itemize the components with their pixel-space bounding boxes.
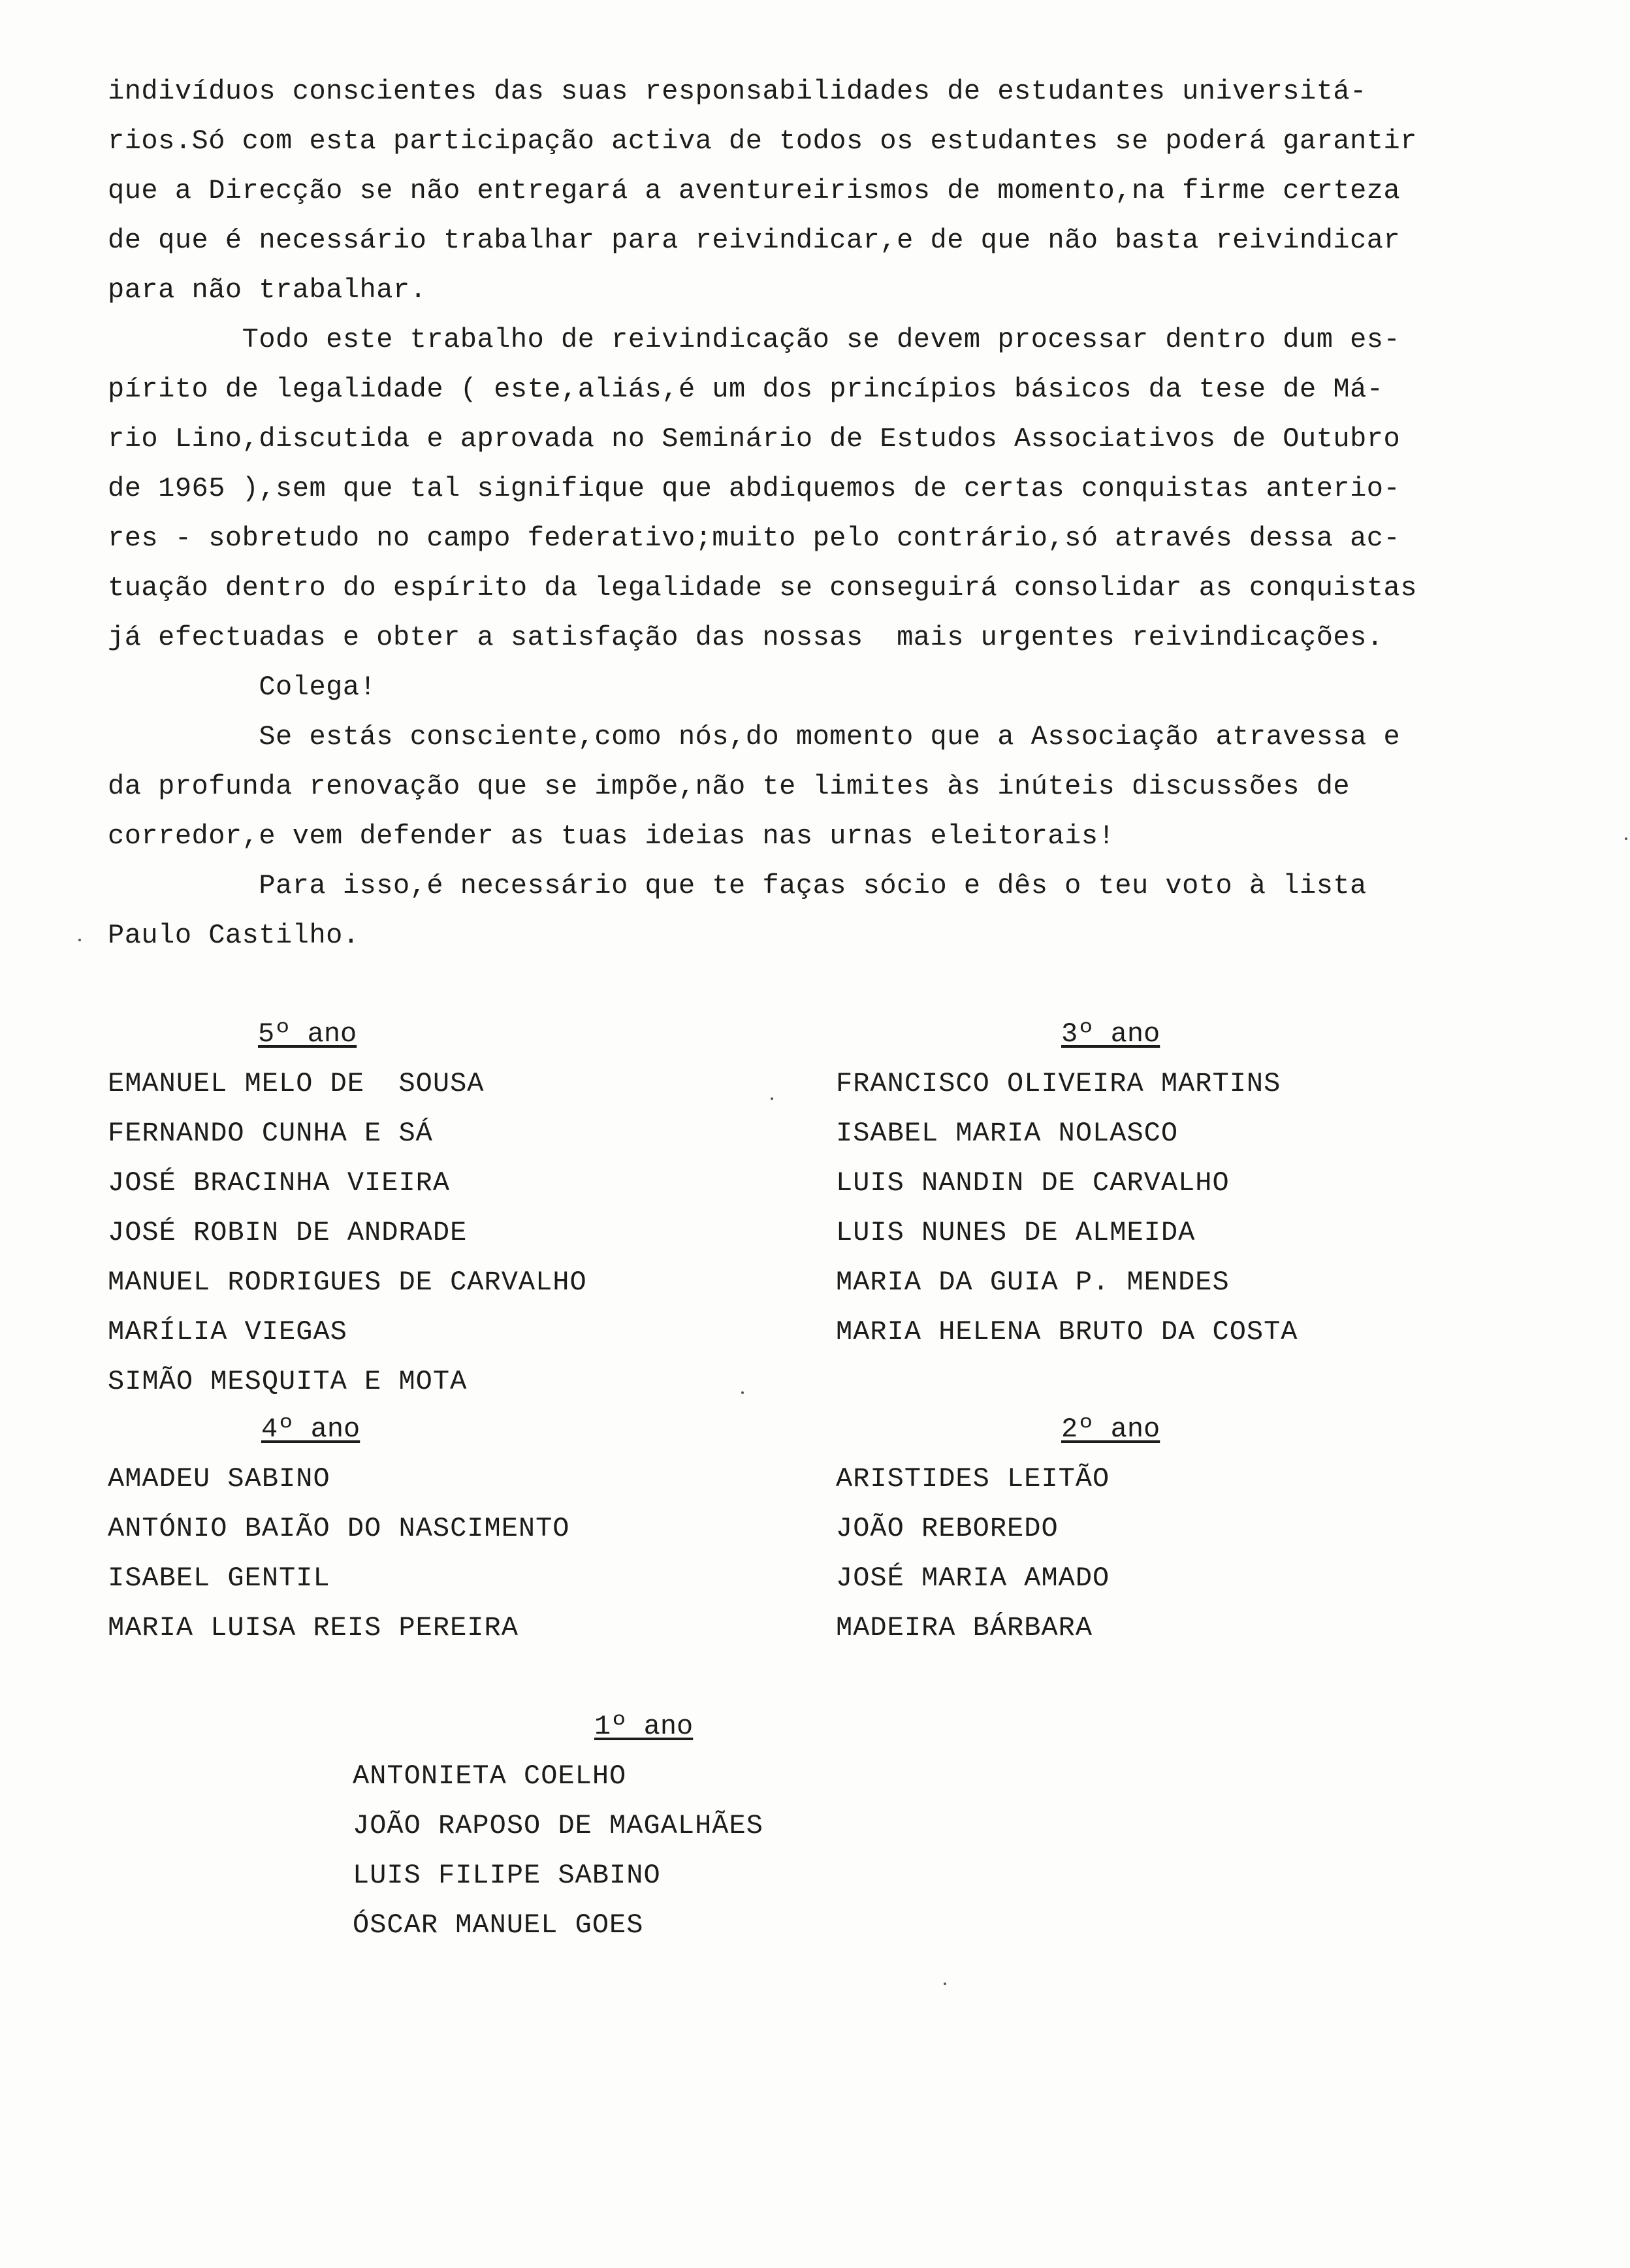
year-2-heading: 2º ano <box>1061 1414 1160 1445</box>
body-line: que a Direcção se não entregará a aventureirismos de momento,na firme certeza <box>108 175 1401 206</box>
body-line: indivíduos conscientes das suas responsabilidades de estudantes universitá- <box>108 76 1367 107</box>
body-line: para não trabalhar. <box>108 274 427 306</box>
list-item: JOÃO REBOREDO <box>836 1513 1059 1544</box>
body-line: de que é necessário trabalhar para reivindicar,e de que não basta reivindicar <box>108 225 1401 256</box>
year-4-heading: 4º ano <box>261 1414 360 1445</box>
list-item: LUIS NUNES DE ALMEIDA <box>836 1217 1196 1248</box>
body-line: de 1965 ),sem que tal signifique que abdiquemos de certas conquistas anterio- <box>108 473 1401 504</box>
list-item: LUIS FILIPE SABINO <box>353 1860 661 1891</box>
list-item: MARIA HELENA BRUTO DA COSTA <box>836 1316 1298 1348</box>
list-item: ANTÓNIO BAIÃO DO NASCIMENTO <box>108 1513 570 1544</box>
body-line: Colega! <box>108 672 377 703</box>
list-item: JOSÉ MARIA AMADO <box>836 1563 1110 1594</box>
body-line: Paulo Castilho. <box>108 920 360 951</box>
list-item: JOSÉ BRACINHA VIEIRA <box>108 1167 451 1199</box>
list-item: ISABEL GENTIL <box>108 1563 330 1594</box>
body-line: já efectuadas e obter a satisfação das nossas mais urgentes reivindicações. <box>108 622 1384 653</box>
year-1-heading: 1º ano <box>594 1711 694 1742</box>
body-line: pírito de legalidade ( este,aliás,é um dos princípios básicos da tese de Má- <box>108 374 1384 405</box>
list-item: SIMÃO MESQUITA E MOTA <box>108 1366 468 1397</box>
body-line: tuação dentro do espírito da legalidade se conseguirá consolidar as conquistas <box>108 572 1417 604</box>
list-item: JOSÉ ROBIN DE ANDRADE <box>108 1217 468 1248</box>
year-3-heading: 3º ano <box>1061 1018 1160 1050</box>
scan-speck <box>944 1983 946 1985</box>
list-item: MARIA LUISA REIS PEREIRA <box>108 1612 519 1644</box>
list-item: ARISTIDES LEITÃO <box>836 1463 1110 1495</box>
list-item: FERNANDO CUNHA E SÁ <box>108 1118 433 1149</box>
scan-speck <box>78 939 81 941</box>
list-item: MADEIRA BÁRBARA <box>836 1612 1093 1644</box>
list-item: ANTONIETA COELHO <box>353 1760 627 1792</box>
list-item: LUIS NANDIN DE CARVALHO <box>836 1167 1230 1199</box>
list-item: ÓSCAR MANUEL GOES <box>353 1909 644 1941</box>
scan-speck <box>1625 837 1627 840</box>
list-item: AMADEU SABINO <box>108 1463 330 1495</box>
body-line: res - sobretudo no campo federativo;muito pelo contrário,só através dessa ac- <box>108 523 1401 554</box>
body-line: corredor,e vem defender as tuas ideias nas urnas eleitorais! <box>108 820 1115 852</box>
body-line: Se estás consciente,como nós,do momento que a Associação atravessa e <box>108 721 1401 753</box>
list-item: MARÍLIA VIEGAS <box>108 1316 347 1348</box>
list-item: FRANCISCO OLIVEIRA MARTINS <box>836 1068 1281 1099</box>
list-item: ISABEL MARIA NOLASCO <box>836 1118 1179 1149</box>
list-item: EMANUEL MELO DE SOUSA <box>108 1068 485 1099</box>
scan-speck <box>771 1097 773 1100</box>
year-5-heading: 5º ano <box>258 1018 357 1050</box>
body-line: Todo este trabalho de reivindicação se devem processar dentro dum es- <box>108 324 1401 355</box>
list-item: MANUEL RODRIGUES DE CARVALHO <box>108 1267 587 1298</box>
list-item: MARIA DA GUIA P. MENDES <box>836 1267 1230 1298</box>
body-line: rios.Só com esta participação activa de todos os estudantes se poderá garantir <box>108 125 1417 157</box>
body-line: Para isso,é necessário que te faças sócio e dês o teu voto à lista <box>108 870 1367 901</box>
body-line: rio Lino,discutida e aprovada no Seminário de Estudos Associativos de Outubro <box>108 423 1401 455</box>
list-item: JOÃO RAPOSO DE MAGALHÃES <box>353 1810 763 1841</box>
scan-speck <box>741 1391 744 1394</box>
body-line: da profunda renovação que se impõe,não te limites às inúteis discussões de <box>108 771 1350 802</box>
